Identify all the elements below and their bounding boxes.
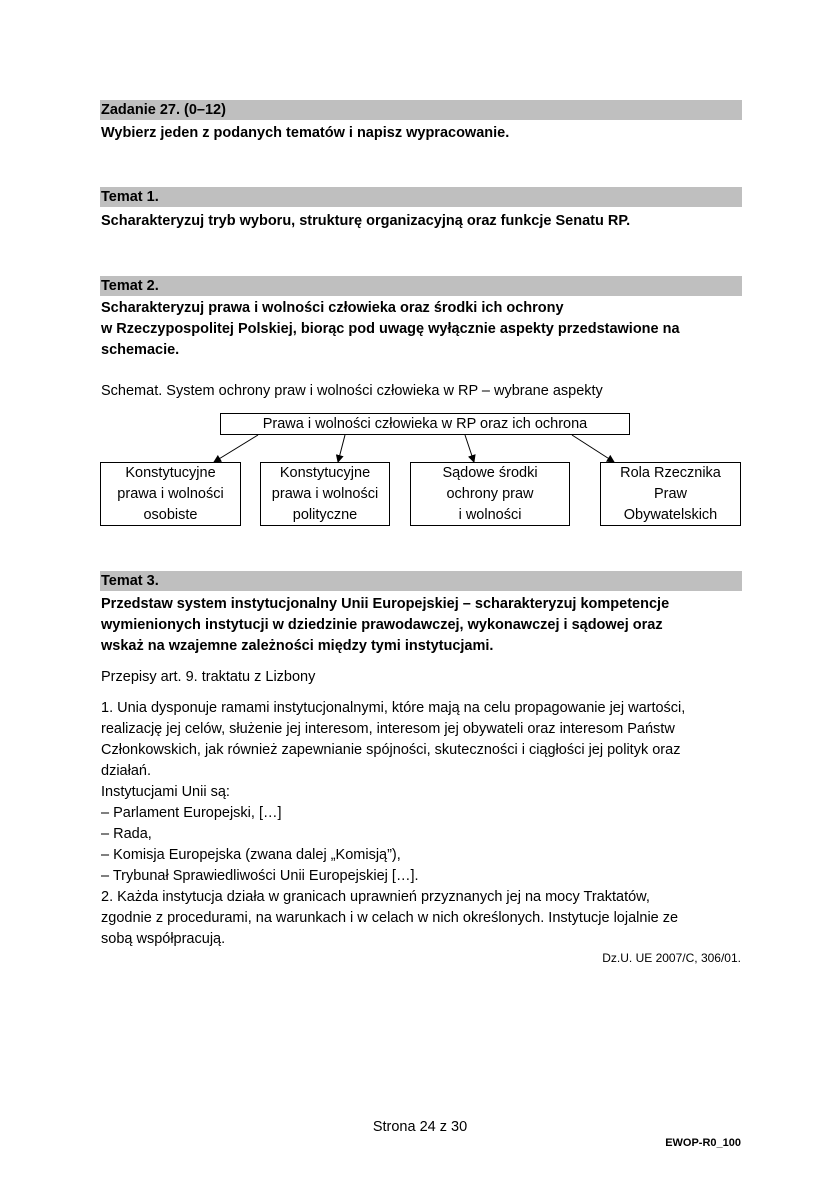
diagram-box-line: polityczne [292,507,358,523]
diagram-box-line: Obywatelskich [623,507,718,523]
diagram-box-line: ochrony praw [446,486,534,502]
arrow-to-personal-rights [214,435,258,462]
diagram-box-line: Rola Rzecznika [620,465,721,481]
diagram-box-line: prawa i wolności [271,486,379,502]
topic2-prompt-line: schemacie. [101,342,180,358]
diagram-box-line: Konstytucyjne [125,465,216,481]
treaty-line: 1. Unia dysponuje ramami instytucjonalnymi, które mają na celu propagowanie jej wartości, [101,700,686,716]
topic3-prompt [101,594,669,657]
diagram-box-line: Konstytucyjne [279,465,371,481]
diagram-box-line: i wolności [458,507,522,523]
task-title: Zadanie 27. (0–12) [101,102,226,118]
arrow-to-political-rights [338,435,345,462]
document-code: EWOP-R0_100 [665,1137,741,1149]
topic2-prompt-line: w Rzeczypospolitej Polskiej, biorąc pod uwagę wyłącznie aspekty przedstawione na [101,321,680,337]
diagram-box-personal-rights [100,462,241,526]
treaty-line: – Parlament Europejski, […] [101,805,282,821]
arrow-to-judicial-protection [465,435,474,462]
treaty-line: – Rada, [101,826,152,842]
topic2-title: Temat 2. [101,278,159,294]
treaty-line: – Komisja Europejska (zwana dalej „Komisją”), [101,847,401,863]
diagram-box-line: Sądowe środki [442,465,538,481]
treaty-text [101,698,751,950]
topic3-prompt-line: wskaż na wzajemne zależności między tymi instytucjami. [101,638,494,654]
diagram-box-judicial-protection [410,462,570,526]
topic3-prompt-line: wymienionych instytucji w dziedzinie prawodawczej, wykonawczej i sądowej oraz [101,617,663,633]
diagram-box-ombudsman [600,462,741,526]
arrow-to-ombudsman [572,435,614,462]
diagram-box-political-rights [260,462,390,526]
citation: Dz.U. UE 2007/C, 306/01. [602,951,741,965]
topic3-title: Temat 3. [101,573,159,589]
topic3-header-bar [100,571,742,591]
diagram-box-line: osobiste [143,507,198,523]
topic2-prompt-line: Scharakteryzuj prawa i wolności człowieka oraz środki ich ochrony [101,300,564,316]
treaty-line: 2. Każda instytucja działa w granicach uprawnień przyznanych jej na mocy Traktatów, [101,889,650,905]
treaty-line: – Trybunał Sprawiedliwości Unii Europejskiej […]. [101,868,419,884]
treaty-line: realizację jej celów, służenie jej interesom, interesom jej obywateli oraz interesom Państw [101,721,675,737]
treaty-line: działań. [101,763,151,779]
treaty-line: zgodnie z procedurami, na warunkach i w celach w nich określonych. Instytucje lojalnie ze [101,910,679,926]
diagram-box-line: Praw [653,486,688,502]
task-instruction: Wybierz jeden z podanych tematów i napisz wypracowanie. [101,125,510,141]
topic3-prompt-line: Przedstaw system instytucjonalny Unii Europejskiej – scharakteryzuj kompetencje [101,596,670,612]
topic1-title: Temat 1. [101,189,159,205]
source-title: Przepisy art. 9. traktatu z Lizbony [101,669,316,685]
treaty-line: Instytucjami Unii są: [101,784,230,800]
topic1-text: Scharakteryzuj tryb wyboru, strukturę organizacyjną oraz funkcje Senatu RP. [101,213,631,229]
diagram-root-label: Prawa i wolności człowieka w RP oraz ich ochrona [262,416,588,432]
treaty-line: Członkowskich, jak również zapewnianie spójności, skuteczności i ciągłości jej polityk oraz [101,742,681,758]
diagram-box-line: prawa i wolności [117,486,224,502]
diagram-root-box [220,413,630,435]
schema-caption: Schemat. System ochrony praw i wolności człowieka w RP – wybrane aspekty [101,383,603,399]
treaty-line: sobą współpracują. [101,931,226,947]
page-number: Strona 24 z 30 [372,1119,468,1135]
